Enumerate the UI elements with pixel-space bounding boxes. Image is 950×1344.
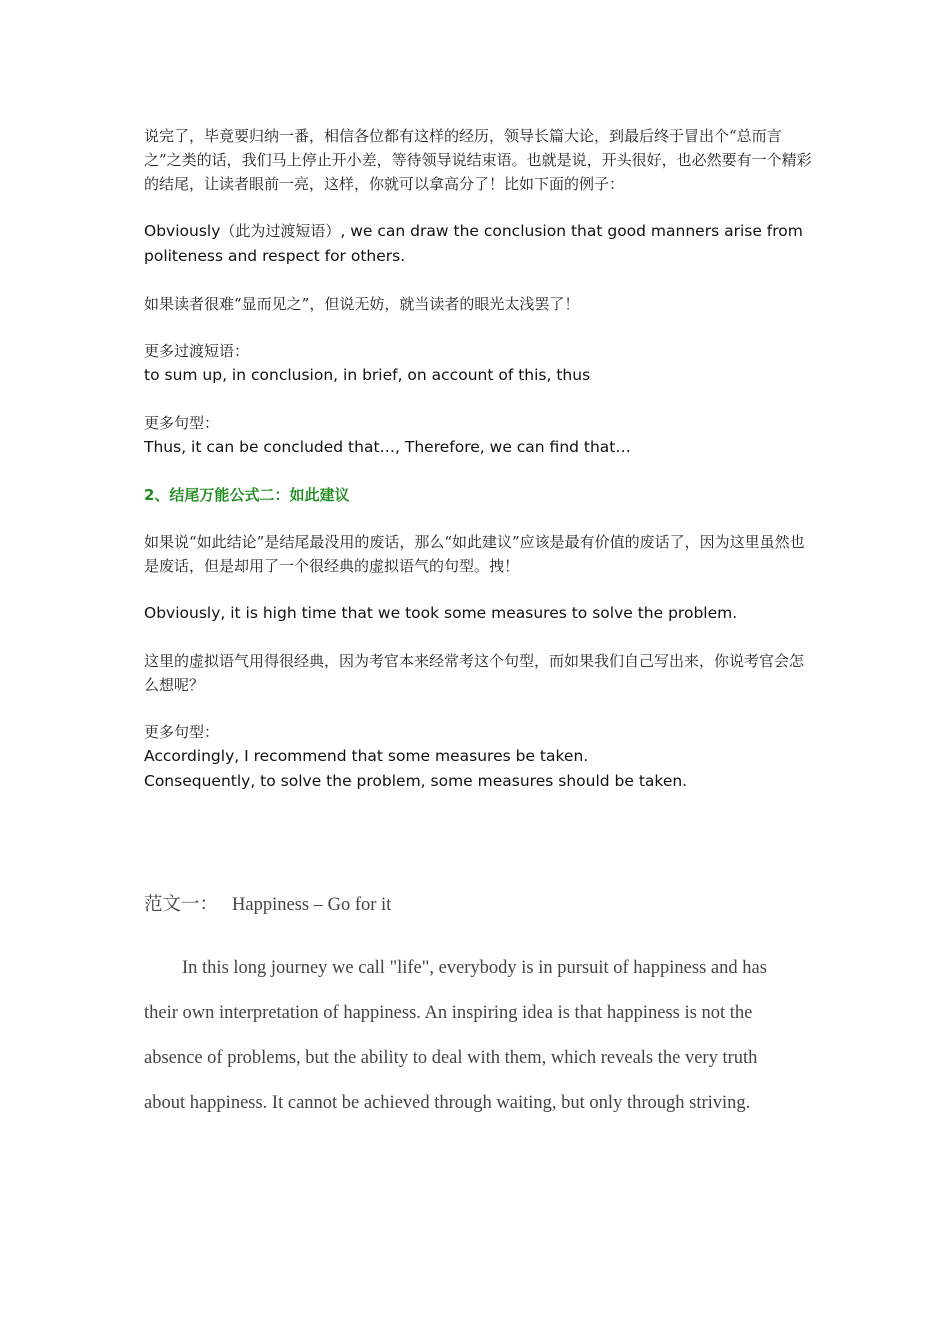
- section1-example: [144, 219, 814, 269]
- patterns-label-2: 更多句型：: [144, 723, 220, 741]
- section2-example: Obviously, it is high time that we took some measures to solve the problem.: [144, 604, 738, 622]
- section1-patterns: [144, 411, 814, 460]
- essay-paragraph: In this long journey we call "life", everybody is in pursuit of happiness and has their own interpretation of happiness. An inspiring idea is that happiness is not the absence of problems, but the ability to deal with them, which reveals the very truth about happiness. It cannot be achieved through waiting, but only through striving.: [144, 958, 767, 1113]
- example-note: （此为过渡短语）: [220, 222, 341, 240]
- pattern-1: Accordingly, I recommend that some measures be taken.: [144, 747, 589, 765]
- phrases-label: 更多过渡短语：: [144, 342, 250, 360]
- example-prefix: Obviously: [144, 222, 221, 240]
- section2-heading: 2、结尾万能公式二：如此建议: [144, 486, 350, 504]
- patterns-list: Thus, it can be concluded that…, Therefore, we can find that…: [144, 438, 631, 456]
- section1-comment: 如果读者很难“显而见之”，但说无妨，就当读者的眼光太浅罢了！: [144, 295, 580, 313]
- document-page: [144, 124, 814, 817]
- example-rest: , we can draw the conclusion that good manners arise from politeness and respect for others.: [144, 222, 803, 265]
- phrases-list: to sum up, in conclusion, in brief, on account of this, thus: [144, 366, 591, 384]
- section1-intro: 说完了，毕竟要归纳一番，相信各位都有这样的经历，领导长篇大论，到最后终于冒出个“总而言之”之类的话，我们马上停止开小差，等待领导说结束语。也就是说，开头很好，也必然要有一个精彩的结尾，让读者眼前一亮，这样，你就可以拿高分了！比如下面的例子：: [144, 127, 812, 193]
- essay-title: [144, 892, 814, 918]
- essay-label: 范文一：: [144, 895, 219, 915]
- transition-phrases: [144, 339, 814, 388]
- section2-comment: 这里的虚拟语气用得很经典，因为考官本来经常考这个句型，而如果我们自己写出来，你说考官会怎么想呢？: [144, 652, 805, 694]
- pattern-2: Consequently, to solve the problem, some measures should be taken.: [144, 772, 688, 790]
- patterns-label: 更多句型：: [144, 414, 220, 432]
- section2-patterns: [144, 720, 814, 794]
- essay-title-text: Happiness – Go for it: [232, 895, 392, 915]
- section2-intro: 如果说“如此结论”是结尾最没用的废话，那么“如此建议”应该是最有价值的废话了，因为这里虽然也是废话，但是却用了一个很经典的虚拟语气的句型。拽！: [144, 533, 805, 575]
